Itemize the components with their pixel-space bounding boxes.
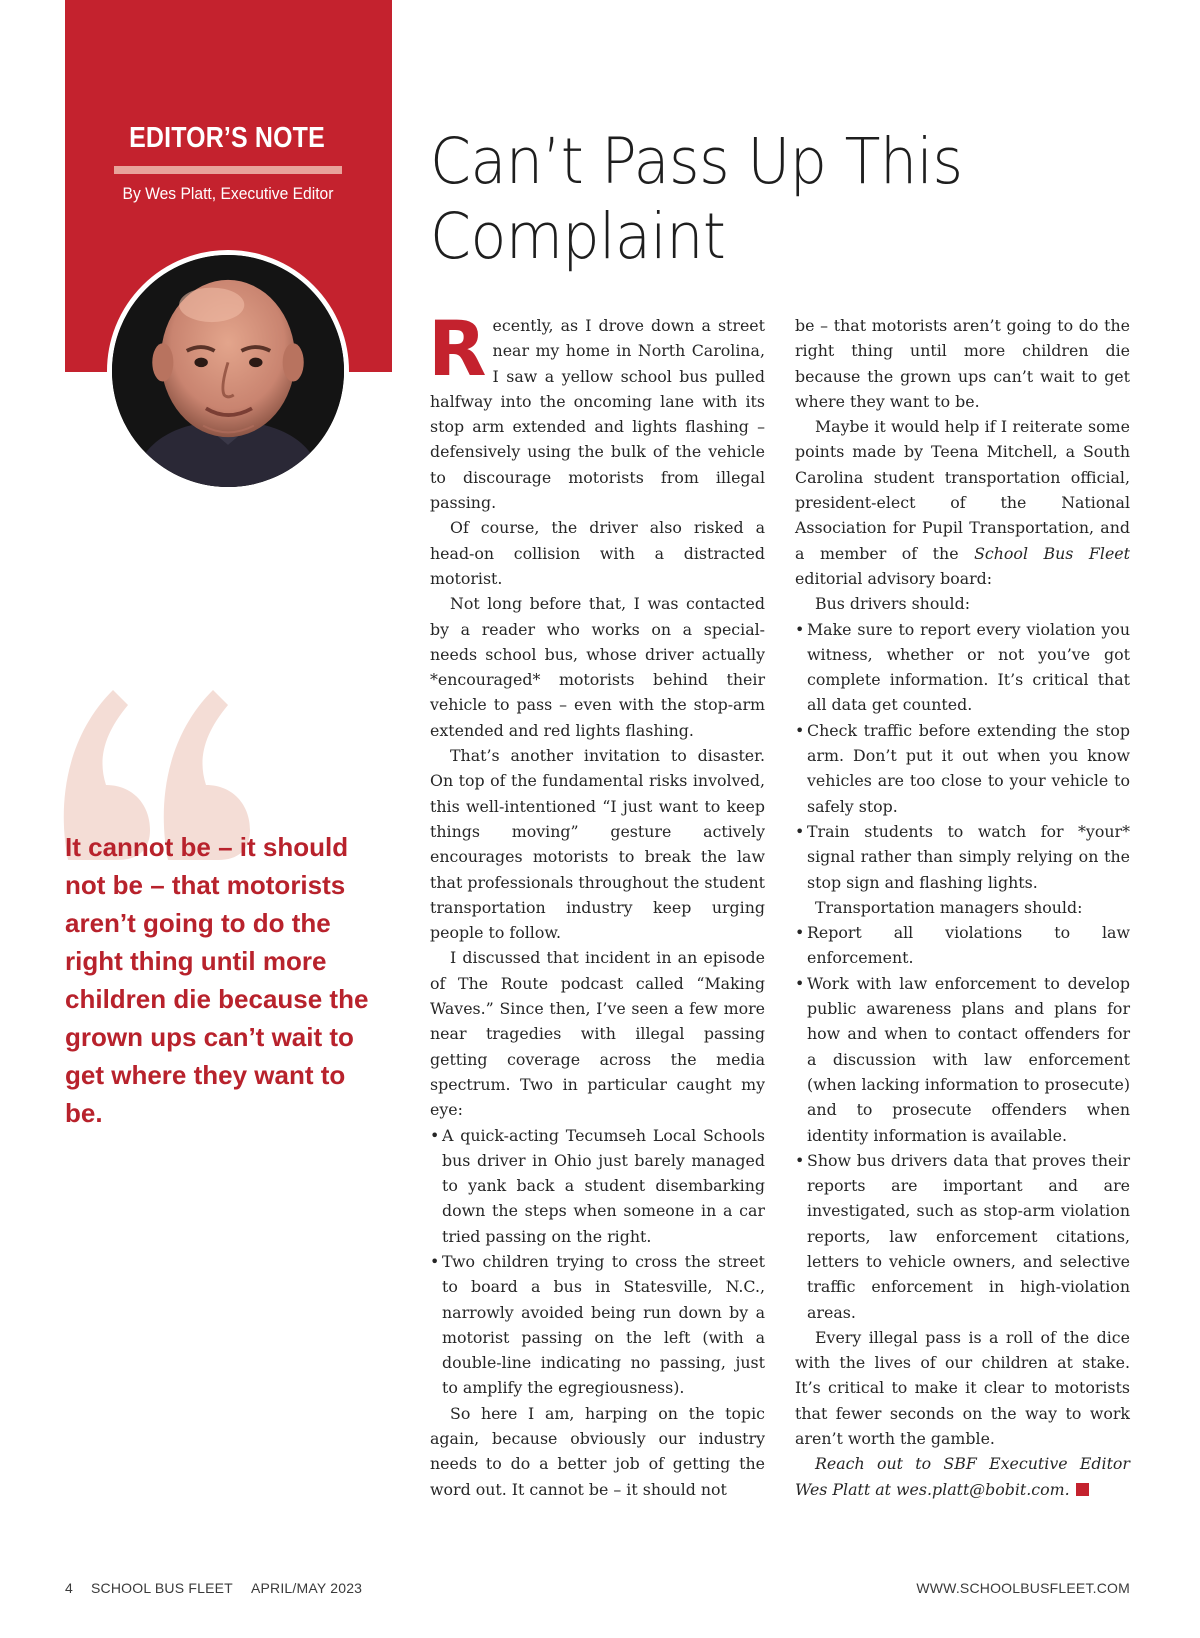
website-url: WWW.SCHOOLBUSFLEET.COM <box>916 1580 1130 1596</box>
article-paragraph: be – that motorists aren’t going to do the right thing until more children die because the grown ups can’t wait to get where they want to be. <box>795 316 1130 411</box>
author-byline: By Wes Platt, Executive Editor <box>122 184 334 203</box>
page-number: 4 <box>65 1580 73 1596</box>
article-paragraph: Of course, the driver also risked a head-on collision with a distracted motorist. <box>430 518 765 588</box>
list-item: • Show bus drivers data that proves their reports are important and are investigated, such as stop-arm violation reports, law enforcement citations, letters to vehicle owners, and selective traffic enforcement in high-violation areas. <box>795 1148 1130 1325</box>
article-headline: Can’t Pass Up This Complaint <box>430 125 963 273</box>
pull-quote: It cannot be – it should not be – that motorists aren’t going to do the right thing until more children die because the grown ups can’t wait to get where they want to be. <box>65 832 369 1128</box>
incident-list <box>430 1123 765 1401</box>
article-paragraph: Recently, as I drove down a street near my home in North Carolina, I saw a yellow school bus pulled halfway into the oncoming lane with its stop arm extended and lights flashing – defensively using the bulk of the vehicle to discourage motorists from illegal passing. <box>428 304 765 513</box>
article-paragraph: So here I am, harping on the topic again, because obviously our industry needs to do a better job of getting the word out. It cannot be – it should not <box>430 1403 765 1499</box>
manager-tips-list <box>795 920 1130 1325</box>
kicker-divider <box>114 166 342 174</box>
publication-title: SCHOOL BUS FLEET <box>91 1580 233 1596</box>
article-paragraph: Not long before that, I was contacted by a reader who works on a special-needs school bus, whose driver actually *encouraged* motorists behind their vehicle to pass – even with the stop-arm extended and red lights flashing. <box>430 594 765 740</box>
author-signoff: Reach out to SBF Executive Editor Wes Platt at wes.platt@bobit.com. <box>795 1454 1130 1499</box>
list-item: • Train students to watch for *your* signal rather than simply relying on the stop sign and flashing lights. <box>795 819 1130 895</box>
list-item: • Work with law enforcement to develop public awareness plans and plans for how and when to contact offenders for a discussion with law enforcement (when lacking information to prosecute) and to prosecute offenders when identity information is available. <box>795 971 1130 1148</box>
list-item: • A quick-acting Tecumseh Local Schools bus driver in Ohio just barely managed to yank back a student disembarking down the steps when someone in a car tried passing on the right. <box>430 1123 765 1249</box>
list-item: • Two children trying to cross the street to board a bus in Statesville, N.C., narrowly avoided being run down by a motorist passing on the left (with a double-line indicating no passing, just to amplify the egregiousness). <box>430 1249 765 1401</box>
section-kicker: EDITOR’S NOTE <box>129 122 325 154</box>
publication-name: School Bus Fleet <box>974 543 1130 563</box>
article-paragraph: Every illegal pass is a roll of the dice with the lives of our children at stake. It’s critical to make it clear to motorists that fewer seconds on the way to work aren’t worth the gamble. <box>795 1327 1130 1449</box>
page-footer-left <box>65 1580 380 1596</box>
article-column-1 <box>428 304 765 1502</box>
list-heading: Bus drivers should: <box>815 594 971 614</box>
issue-date: APRIL/MAY 2023 <box>250 1580 363 1596</box>
article-column-2 <box>795 313 1130 1502</box>
list-item: • Check traffic before extending the stop arm. Don’t put it out when you know vehicles are too close to your vehicle to safely stop. <box>795 718 1130 819</box>
author-portrait-illustration <box>112 255 344 487</box>
list-item: • Report all violations to law enforcement. <box>795 920 1130 971</box>
author-photo <box>107 250 349 492</box>
list-heading: Transportation managers should: <box>815 897 1083 917</box>
article-paragraph: Maybe it would help if I reiterate some points made by Teena Mitchell, a South Carolina student transportation official, president-elect of the National Association for Pupil Transportation, and a member of the School Bus Fleet editorial advisory board: <box>795 417 1130 588</box>
article-paragraph: That’s another invitation to disaster. On top of the fundamental risks involved, this well-intentioned “I just want to keep things moving” gesture actively encourages motorists to break the law that professionals throughout the student transportation industry keep urging people to follow. <box>430 746 765 943</box>
end-of-article-icon <box>1076 1483 1089 1496</box>
article-paragraph: I discussed that incident in an episode of The Route podcast called “Making Waves.” Since then, I’ve seen a few more near tragedies with illegal passing getting coverage across the media spectrum. Two in particular caught my eye: <box>430 948 765 1120</box>
drop-cap: R <box>428 304 487 393</box>
driver-tips-list <box>795 617 1130 895</box>
list-item: • Make sure to report every violation you witness, whether or not you’ve got complete information. It’s critical that all data get counted. <box>795 617 1130 718</box>
